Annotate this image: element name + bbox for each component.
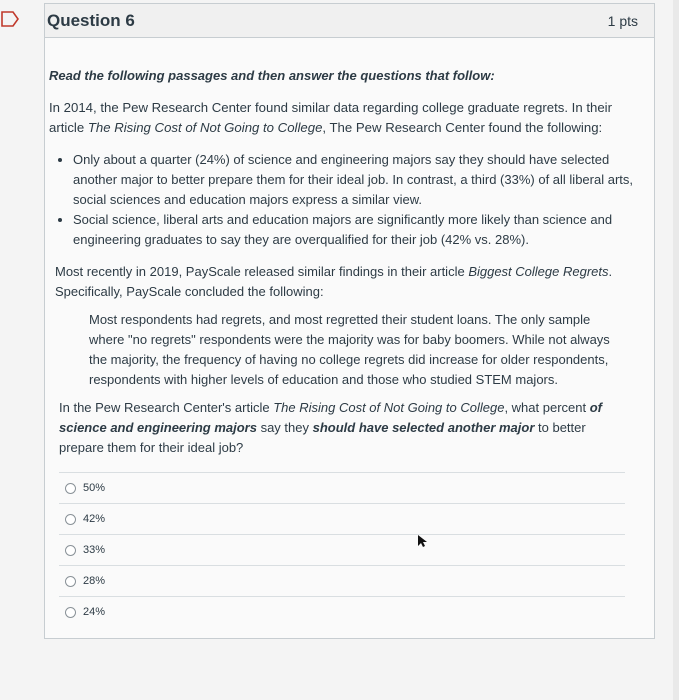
mouse-cursor-icon <box>417 534 427 548</box>
answer-option[interactable] <box>59 472 625 503</box>
answer-option[interactable] <box>59 596 625 627</box>
answer-option[interactable] <box>59 565 625 596</box>
radio-button[interactable] <box>65 607 76 618</box>
payscale-paragraph: Most recently in 2019, PayScale released similar findings in their article Biggest College Regrets. Specifically, PayScale concluded the following: <box>55 264 613 299</box>
payscale-article-title: Biggest College Regrets <box>468 264 609 279</box>
answer-label: 42% <box>83 513 106 525</box>
question-title: Question 6 <box>47 10 135 30</box>
instruction-text: Read the following passages and then answer the questions that follow: <box>49 68 495 83</box>
radio-button[interactable] <box>65 514 76 525</box>
question-header <box>45 4 654 38</box>
answer-option[interactable] <box>59 534 625 565</box>
radio-button[interactable] <box>65 483 76 494</box>
question-points: 1 pts <box>607 12 638 29</box>
bookmark-flag-icon[interactable] <box>0 10 20 28</box>
answer-label: 33% <box>83 544 106 556</box>
pew-article-title: The Rising Cost of Not Going to College <box>87 120 323 135</box>
pew-findings-list <box>55 150 643 250</box>
answer-option[interactable] <box>59 503 625 534</box>
radio-button[interactable] <box>65 576 76 587</box>
answer-label: 28% <box>83 575 106 587</box>
question-card <box>44 3 655 639</box>
list-item: • Social science, liberal arts and education majors are significantly more likely than science and engineering graduates to say they are overqualified for their job (42% vs. 28%). <box>73 210 643 250</box>
pew-intro-paragraph: In 2014, the Pew Research Center found similar data regarding college graduate regrets. In their article The Rising Cost of Not Going to College, The Pew Research Center found the following: <box>49 100 612 135</box>
answer-label: 24% <box>83 606 106 618</box>
list-item: • Only about a quarter (24%) of science and engineering majors say they should have selected another major to better prepare them for their ideal job. In contrast, a third (33%) of all liberal arts, social sciences and education majors express a similar view. <box>73 150 643 210</box>
question-prompt: In the Pew Research Center's article The Rising Cost of Not Going to College, what percent of science and engineering majors say they should have selected another major to better prepare them for their ideal job? <box>59 400 602 455</box>
radio-button[interactable] <box>65 545 76 556</box>
answer-label: 50% <box>83 482 106 494</box>
page-edge <box>673 0 679 700</box>
payscale-quote: Most respondents had regrets, and most regretted their student loans. The only sample where "no regrets" respondents were the majority was for baby boomers. While not always the majority, the frequency of having no college regrets did increase for older respondents, respondents with higher levels of education and those who studied STEM majors. <box>89 312 610 387</box>
answer-list <box>59 472 625 627</box>
